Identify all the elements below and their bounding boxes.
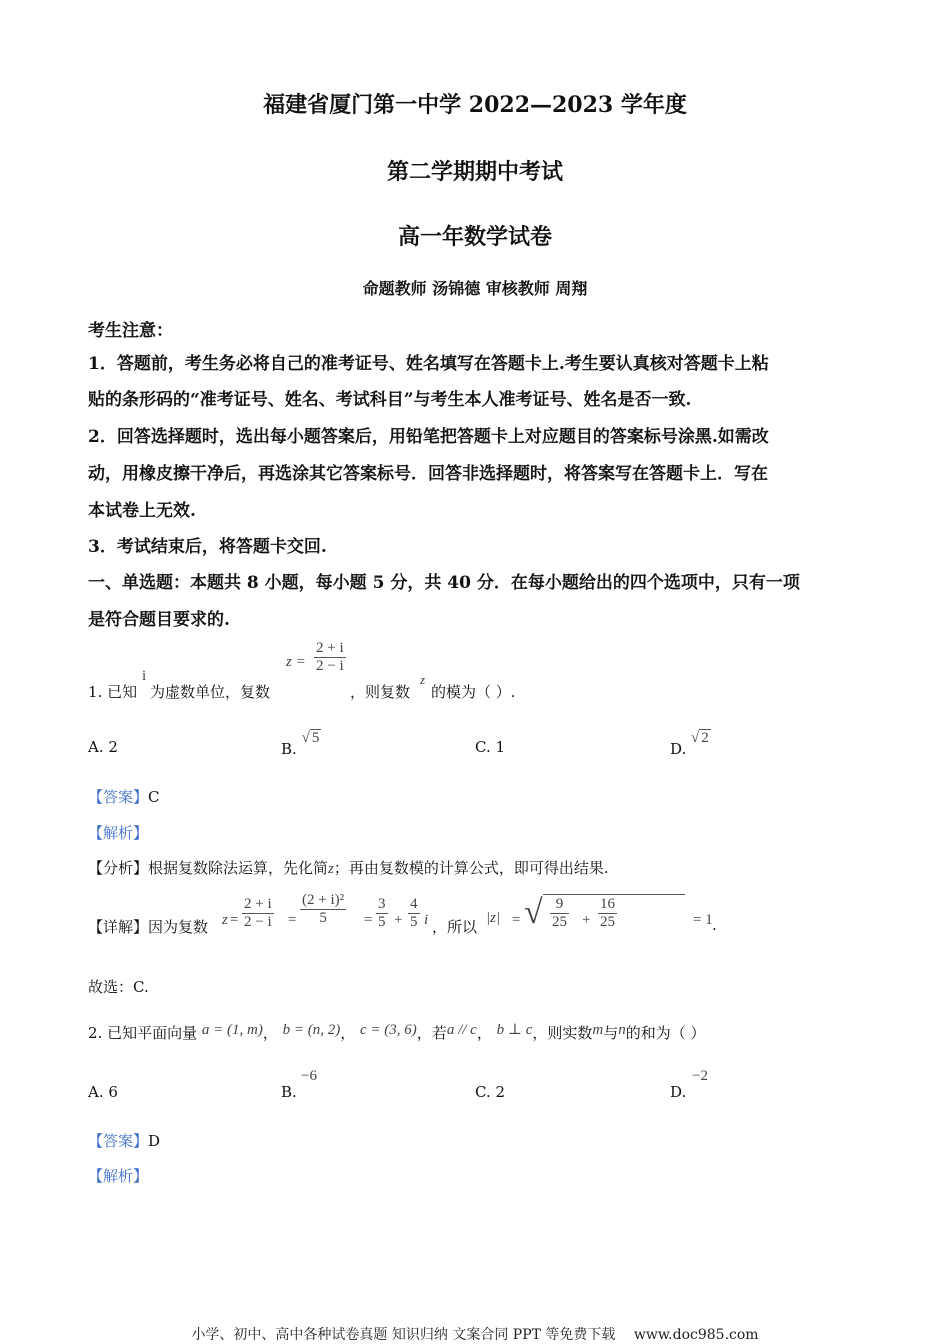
fraction-denominator: 5 — [410, 914, 418, 931]
answer-value: D — [148, 1132, 161, 1150]
q2-prefix: 2. 已知平面向量 — [88, 1024, 198, 1042]
notice-item-2-line-1: 2．回答选择题时，选出每小题答案后，用铅笔把答题卡上对应题目的答案标号涂黑.如需改 — [88, 427, 769, 447]
q1-z-equals: z = — [286, 654, 306, 670]
equals-sign: = — [288, 912, 297, 928]
fenxi-z: z — [328, 861, 334, 877]
detail-fraction-2 — [300, 892, 346, 928]
notice-item-1-line-1: 1．答题前，考生务必将自己的准考证号、姓名填写在答题卡上.考生要认真核对答题卡上粘 — [88, 354, 769, 374]
page-title: 福建省厦门第一中学 2022—2023 学年度 — [263, 92, 687, 118]
option-label: C. — [475, 738, 491, 756]
fenxi-text-2: ；再由复数模的计算公式，即可得出结果. — [333, 859, 609, 877]
q1-answer — [88, 786, 160, 807]
page-subtitle: 第二学期期中考试 — [386, 159, 563, 185]
detail-text-2: ，所以 — [432, 918, 478, 936]
fraction-numerator: 4 — [408, 896, 420, 914]
fraction-denominator: 25 — [600, 914, 615, 931]
var-m: m — [592, 1022, 604, 1038]
q1-i-var: i — [142, 668, 147, 684]
equals-sign: = — [512, 912, 521, 928]
q1-fraction-numerator: 2 + i — [314, 640, 346, 658]
q2-cond-prefix: ，若 — [416, 1024, 447, 1042]
q1-conclusion: 故选：C. — [88, 978, 149, 996]
q2-yu: 与 — [603, 1024, 619, 1042]
condition-parallel: a // c — [446, 1022, 477, 1038]
q1-fenxi — [88, 857, 609, 878]
option-value: 2 — [495, 1083, 506, 1101]
option-label: A. — [88, 738, 104, 756]
section-1-line-2: 是符合题目要求的. — [88, 610, 230, 630]
q1-option-a — [88, 738, 118, 756]
notice-item-3: 3．考试结束后，将答题卡交回. — [88, 537, 327, 557]
detail-z: z — [222, 912, 228, 928]
sqrt-symbol: √ 2 — [691, 730, 709, 746]
q1-analysis-tag: 【解析】 — [88, 824, 149, 842]
option-value: 2 — [108, 738, 118, 756]
option-label: D. — [670, 740, 687, 758]
detail-fraction-6 — [598, 896, 617, 932]
option-label: B. — [281, 740, 297, 758]
authors-line: 命题教师 汤锦德 审核教师 周翔 — [362, 279, 588, 298]
fraction-denominator: 25 — [552, 914, 567, 931]
q1-suffix-2: 的模为（ ）. — [431, 683, 516, 701]
vector-a: a = (1, m) — [201, 1022, 263, 1038]
detail-fraction-3 — [376, 896, 388, 932]
option-label: A. — [88, 1083, 104, 1101]
q1-z-var: z — [420, 672, 426, 687]
option-value: −2 — [692, 1068, 708, 1084]
sqrt-symbol: √ 5 — [301, 730, 320, 746]
q1-fraction-denominator: 2 − i — [316, 658, 344, 675]
fraction-numerator: (2 + i)² — [300, 892, 346, 910]
footer-text: 小学、初中、高中各种试卷真题 知识归纳 文案合同 PPT 等免费下载 — [191, 1327, 616, 1343]
answer-tag: 【答案】 — [88, 1132, 149, 1150]
equals-sign: = — [230, 912, 239, 928]
q2-answer — [88, 1130, 160, 1151]
q2-analysis-tag: 【解析】 — [88, 1167, 149, 1185]
detail-fraction-4 — [408, 896, 420, 932]
footer-url[interactable]: www.doc985.com — [633, 1327, 759, 1343]
option-value: 2 — [701, 730, 709, 746]
vector-b: b = (n, 2) — [282, 1022, 341, 1038]
detail-fraction-5 — [550, 896, 569, 932]
question-2: 2. 已知平面向量 a = (1, m)， b = (n, 2)， c = (3, 6)，若a // c， b ⊥ c，则实数m与n的和为（ ） — [88, 1022, 706, 1042]
detail-i: i — [424, 912, 429, 928]
notice-item-2-line-3: 本试卷上无效. — [88, 501, 196, 521]
notice-heading: 考生注意： — [88, 321, 173, 341]
detail-tag: 【详解】 — [88, 918, 149, 936]
option-value: 1 — [495, 738, 506, 756]
sqrt-symbol: √ — [524, 894, 543, 931]
plus-sign: + — [582, 912, 591, 928]
option-label: C. — [475, 1083, 491, 1101]
var-n: n — [618, 1022, 626, 1038]
section-1-line-1: 一、单选题：本题共 8 小题，每小题 5 分，共 40 分．在每小题给出的四个选项中，只有一项 — [88, 573, 800, 593]
fraction-numerator: 2 + i — [242, 896, 274, 914]
option-value: −6 — [301, 1068, 317, 1084]
answer-value: C — [148, 788, 160, 806]
page-footer — [0, 1324, 950, 1344]
page-subject-title: 高一年数学试卷 — [397, 224, 552, 250]
q2-option-a — [88, 1083, 118, 1101]
sqrt-bar — [543, 894, 685, 895]
fraction-denominator: 5 — [378, 914, 386, 931]
answer-tag: 【答案】 — [88, 788, 149, 806]
q1-option-b — [281, 728, 321, 758]
q1-suffix-1: ，则复数 — [350, 683, 411, 701]
fraction-denominator: 2 − i — [244, 914, 272, 931]
period: . — [712, 916, 717, 934]
detail-fraction-1 — [242, 896, 274, 932]
condition-perpendicular: b ⊥ c — [496, 1022, 533, 1038]
notice-item-1-line-2: 贴的条形码的“准考证号、姓名、考试科目”与考生本人准考证号、姓名是否一致. — [88, 390, 692, 410]
q1-mid-text: 为虚数单位，复数 — [150, 683, 271, 701]
q1-fraction — [314, 640, 346, 676]
fenxi-text-1: 根据复数除法运算，先化简 — [148, 859, 329, 877]
option-label: D. — [670, 1083, 687, 1101]
q2-text-2: 的和为（ ） — [625, 1024, 706, 1042]
q1-option-d — [670, 728, 711, 758]
equals-sign: = — [364, 912, 373, 928]
plus-sign: + — [394, 912, 403, 928]
q1-prefix: 1. 已知 — [88, 683, 138, 701]
vector-c: c = (3, 6) — [360, 1022, 417, 1038]
fraction-numerator: 9 — [550, 896, 569, 914]
option-value: 6 — [108, 1083, 118, 1101]
detail-text-1: 因为复数 — [148, 918, 209, 936]
fraction-numerator: 3 — [376, 896, 388, 914]
fraction-numerator: 16 — [598, 896, 617, 914]
q2-text-1: ，则实数 — [532, 1024, 593, 1042]
option-label: B. — [281, 1083, 297, 1101]
option-value: 5 — [311, 730, 320, 746]
q2-option-c — [475, 1083, 505, 1101]
detail-result: = 1 — [693, 912, 713, 928]
detail-abs-z: |z| — [486, 910, 501, 926]
q1-option-c — [475, 738, 505, 756]
fraction-denominator: 5 — [319, 910, 327, 927]
notice-item-2-line-2: 动，用橡皮擦干净后，再选涂其它答案标号．回答非选择题时，将答案写在答题卡上．写在 — [88, 464, 768, 484]
fenxi-tag: 【分析】 — [88, 859, 149, 877]
